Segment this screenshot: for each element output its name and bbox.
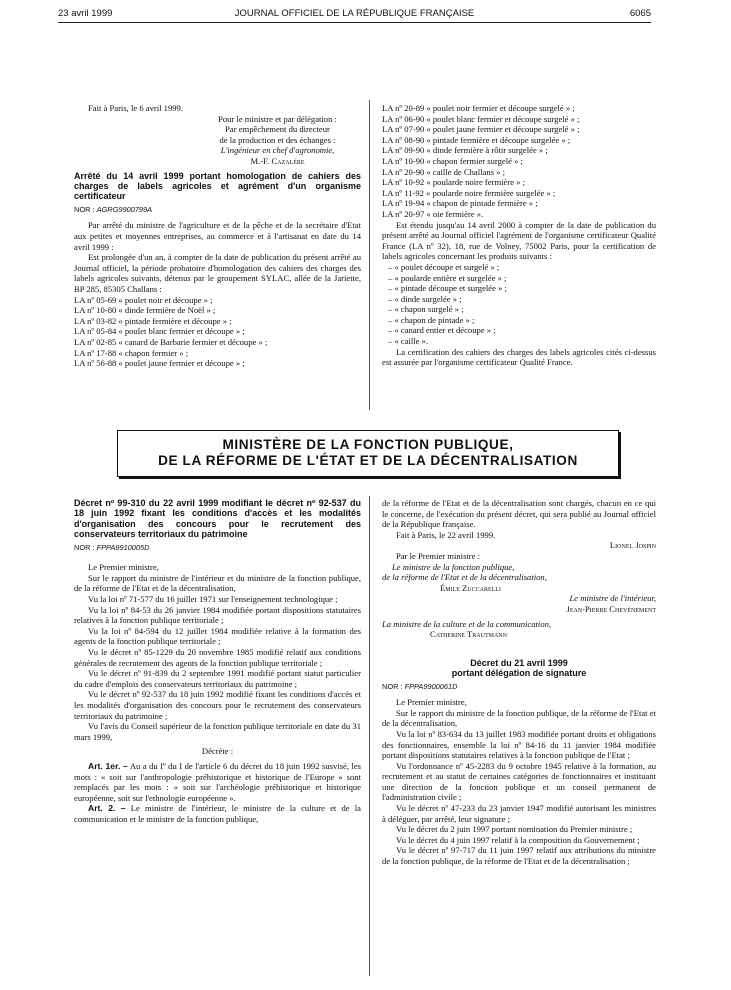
nor-line-3: NOR : FPPA9900061D [382, 681, 458, 691]
product-item: – « pintade découpe et surgelée » ; [388, 283, 507, 294]
header-rule [58, 22, 651, 23]
decret-title: Décret nº 99-310 du 22 avril 1999 modifiant le décret nº 92-537 du 18 juin 1992 fixant les conditions d'accès et les modalités d'organisation des concours pour le recrutement des conservateurs territoriaux du patrimoine [74, 498, 361, 540]
product-item: – « canard entier et découpe » ; [388, 325, 496, 336]
nor-code: FPPA9910005D [96, 542, 150, 552]
fait-a-paris-1: Fait à Paris, le 6 avril 1999. [88, 103, 183, 113]
label-item: LA nº 20-97 « oie fermière ». [382, 208, 484, 219]
label-item: LA nº 17-88 « chapon fermier » ; [74, 347, 189, 358]
label-item: LA nº 56-88 « poulet jaune fermier et découpe » ; [74, 358, 245, 369]
arrete-paragraph: Par arrêté du ministre de l'agriculture et de la pêche et de la secrétaire d'Etat aux petites et moyennes entreprises, au commerce et à l'artisanat en date du 14 avril 1999 : [74, 220, 361, 252]
decret-paragraph: Vu le décret nº 92-537 du 18 juin 1992 modifié fixant les conditions d'accès et les modalités d'organisation des concours pour le recrutement des conservateurs territoriaux du patrimoine ; [74, 689, 361, 721]
label-item: LA nº 10-80 « dinde fermière de Noël » ; [74, 305, 216, 316]
label-item: LA nº 20-89 « poulet noir fermier et découpe surgelé » ; [382, 103, 575, 113]
product-item: – « caille ». [388, 336, 429, 347]
decret-paragraph: Vu la loi nº 71-577 du 16 juillet 1971 sur l'enseignement technologique ; [88, 594, 338, 604]
bottom-right-column [382, 498, 656, 867]
sig-name: M.-F. Cazalère [250, 155, 305, 166]
decret-continuation: de la réforme de l'Etat et de la décentralisation sont chargés, chacun en ce qui le concerne, de l'exécution du présent décret, qui sera publié au Journal officiel de la République française. [382, 498, 656, 530]
article-2-label: Art. 2. – [88, 803, 126, 814]
article-2-text: Le ministre de l'intérieur, le ministre de la culture et de la communication et le ministre de la fonction publique, [74, 803, 361, 824]
product-item: – « dinde surgelée » ; [388, 293, 462, 304]
signer-name: Émile Zuccarelli [440, 582, 501, 593]
label-item: LA nº 06-90 « poulet blanc fermier et découpe surgelé » ; [382, 113, 580, 124]
label-item: LA nº 05-84 « poulet blanc fermier et découpe » ; [74, 326, 245, 337]
minister-title: Le ministre de la fonction publique, [392, 561, 515, 572]
decret2-paragraph: Vu le décret nº 47-233 du 23 janvier 1947 modifié autorisant les ministres à déléguer, par arrêté, leur signature ; [382, 803, 656, 824]
nor-line-1: NOR : AGRG9900799A [74, 204, 153, 214]
decrete-heading: Décrète : [201, 746, 234, 757]
ministry-heading-box [117, 430, 619, 477]
label-item: LA nº 20-90 « caille de Challans » ; [382, 166, 505, 177]
sig-line: Par empêchement du directeur [225, 124, 330, 135]
label-item: LA nº 08-90 « pintade fermière et découpe surgelée » ; [382, 134, 571, 145]
decret2-paragraph: Le Premier ministre, [396, 697, 467, 708]
sig-line: L'ingénieur en chef d'agronomie, [220, 145, 335, 156]
decret2-title-line-2: portant délégation de signature [451, 668, 587, 679]
label-item: LA nº 09-90 « dinde fermière à rôtir surgelée » ; [382, 145, 548, 156]
decret-paragraph: Vu la loi nº 84-53 du 26 janvier 1984 modifiée portant dispositions statutaires relatives à la fonction publique territoriale ; [74, 604, 361, 626]
top-right-column [382, 103, 656, 368]
header-journal-title: JOURNAL OFFICIEL DE LA RÉPUBLIQUE FRANÇAISE [234, 8, 475, 19]
bottom-left-column [74, 498, 361, 824]
sig-line: Pour le ministre et par délégation : [218, 113, 337, 124]
nor-code: FPPA9900061D [404, 681, 458, 691]
agrement-paragraph: Est étendu jusqu'au 14 avril 2000 à compter de la date de publication du présent arrêté au Journal officiel l'agrément de l'organisme certificateur Qualité France (LA nº 32), 18, rue de Volney, 75002 Paris, pour la certification de labels agricoles concernant les produits suivants : [382, 219, 656, 262]
article-1 [74, 761, 361, 803]
header-page-number: 6065 [629, 8, 651, 19]
signer-prime-minister: Lionel Jospin [609, 540, 656, 551]
decret-paragraph: Le Premier ministre, [88, 562, 159, 573]
label-item: LA nº 19-94 « chapon de pintade fermière » ; [382, 198, 538, 209]
label-item: LA nº 11-92 « poularde noire fermière surgelée » ; [382, 187, 556, 198]
decret-paragraph: Sur le rapport du ministre de l'intérieur et du ministre de la fonction publique, de la réforme de l'Etat et de la décentralisation, [74, 572, 361, 594]
label-item: LA nº 10-92 « poularde noire fermière » ; [382, 177, 525, 188]
signature-block-1 [194, 114, 361, 167]
decret2-paragraph: Vu le décret du 2 juin 1997 portant nomination du Premier ministre ; [396, 824, 633, 835]
decret-paragraph: Vu le décret nº 85-1229 du 20 novembre 1985 modifié relatif aux conditions générales de recrutement des agents de la fonction publique territoriale ; [74, 646, 361, 668]
minister-title: Le ministre de l'intérieur, [569, 593, 656, 604]
decret-paragraph: Vu l'avis du Conseil supérieur de la fonction publique territoriale en date du 31 mars 1999, [74, 721, 361, 742]
nor-line-2: NOR : FPPA9910005D [74, 542, 150, 552]
decret2-title-line-1: Décret du 21 avril 1999 [470, 657, 568, 668]
article-1-text: Au a du Iº du I de l'article 6 du décret du 18 juin 1992 susvisé, les mots : « soit sur l'anthropologie préhistorique et historique de l'Europe » sont remplacés par les mots : « soit sur l'archéologie préhistorique et historique européenne, soit sur l'ethnologie européenne ». [74, 760, 361, 803]
fait-a-paris-2: Fait à Paris, le 22 avril 1999. [396, 529, 496, 540]
column-divider-top [369, 100, 370, 410]
nor-code: AGRG9900799A [96, 204, 153, 214]
ministry-heading-line-1: MINISTÈRE DE LA FONCTION PUBLIQUE, [222, 437, 514, 452]
arrete-paragraph: Est prolongée d'un an, à compter de la date de publication du présent arrêté au Journal officiel, la période probatoire d'homologation des cahiers des charges des labels agricoles suivants, détenus par le groupement SYLAC, allée de la Jariette, BP 285, 85305 Challans : [74, 252, 361, 294]
header-date: 23 avril 1999 [58, 8, 113, 19]
label-item: LA nº 10-90 « chapon fermier surgelé » ; [382, 155, 523, 166]
label-item: LA nº 02-85 « canard de Barbarie fermier et découpe » ; [74, 336, 268, 347]
decret2-paragraph: Vu la loi nº 83-634 du 13 juillet 1983 modifiée portant droits et obligations des fonctionnaires, ensemble la loi nº 84-16 du 11 janvier 1984 modifiée portant dispositions statutaires relatives à la fonction publique de l'Etat ; [382, 728, 656, 761]
minister-title: de la réforme de l'Etat et de la décentralisation, [382, 572, 547, 583]
par-premier-ministre: Par le Premier ministre : [396, 550, 481, 561]
label-item: LA nº 03-82 « pintade fermière et découpe » ; [74, 315, 232, 326]
article-2 [74, 803, 361, 824]
certification-paragraph: La certification des cahiers des charges des labels agricoles cités ci-dessus est assurée par l'organisme certificateur Qualité France. [382, 346, 656, 368]
article-1-label: Art. 1er. – [88, 760, 128, 771]
label-item: LA nº 05-69 « poulet noir et découpe » ; [74, 294, 213, 305]
product-item: – « chapon de pintade » ; [388, 314, 475, 325]
ministry-heading-line-2: DE LA RÉFORME DE L'ÉTAT ET DE LA DÉCENTRALISATION [158, 453, 578, 468]
top-left-column [74, 103, 361, 369]
decret2-paragraph: Vu le décret du 4 juin 1997 relatif à la composition du Gouvernement ; [396, 834, 640, 845]
signer-name: Jean-Pierre Chevènement [566, 603, 656, 614]
minister-title: La ministre de la culture et de la communication, [382, 618, 552, 629]
signer-name: Catherine Trautmann [430, 629, 507, 640]
decret-paragraph: Vu la loi nº 84-594 du 12 juillet 1984 modifiée relative à la formation des agents de la fonction publique territoriale ; [74, 625, 361, 647]
product-item: – « poulet découpe et surgelé » ; [388, 261, 500, 272]
decret2-paragraph: Vu l'ordonnance nº 45-2283 du 9 octobre 1945 relative à la formation, au recrutement et au statut de certaines catégories de fonctionnaires et instituant une direction de la fonction publique et un conseil permanent de l'administration civile ; [382, 760, 656, 803]
running-header [58, 8, 651, 22]
label-item: LA nº 07-90 « poulet jaune fermier et découpe surgelé » ; [382, 124, 580, 135]
decret-paragraph: Vu le décret nº 91-839 du 2 septembre 1991 modifié portant statut particulier du cadre d'emplois des conservateurs territoriaux du patrimoine ; [74, 668, 361, 689]
decret2-paragraph: Sur le rapport du ministre de la fonction publique, de la réforme de l'Etat et de la décentralisation, [382, 707, 656, 729]
product-item: – « chapon surgelé » ; [388, 304, 464, 315]
product-item: – « poularde entière et surgelée » ; [388, 272, 507, 283]
sig-line: de la production et des échanges : [219, 134, 336, 145]
arrete-title: Arrêté du 14 avril 1999 portant homologation de cahiers des charges de labels agricoles et agrément d'un organisme certificateur [74, 170, 361, 202]
column-divider-bottom [369, 496, 370, 976]
decret2-paragraph: Vu le décret nº 97-717 du 11 juin 1997 relatif aux attributions du ministre de la fonction publique, de la réforme de l'Etat et de la décentralisation ; [382, 845, 656, 867]
